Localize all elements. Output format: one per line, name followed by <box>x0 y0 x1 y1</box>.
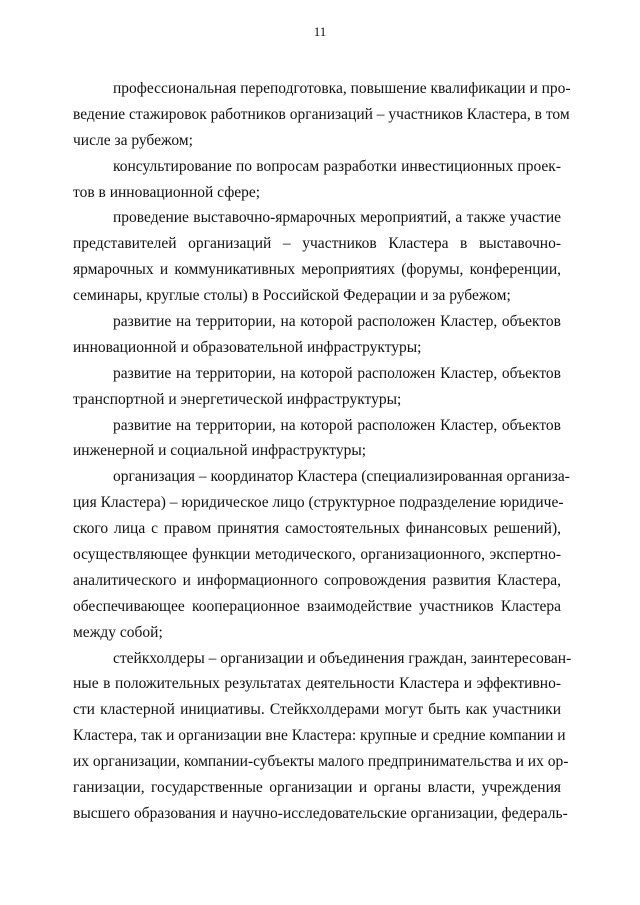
text-line: развитие на территории, на которой расположен Кластер, объектов <box>113 416 561 434</box>
text-line: между собой; <box>73 623 163 641</box>
text-line: Кластера, так и организации вне Кластера: крупные и средние компании и <box>73 727 566 745</box>
text-line: ярмарочных и коммуникативных мероприятиях (форумы, конференции, <box>73 261 561 279</box>
text-line: ные в положительных результатах деятельности Кластера и эффективно- <box>73 675 561 693</box>
text-line: развитие на территории, на которой расположен Кластер, объектов <box>113 313 561 331</box>
text-line: стейкхолдеры – организации и объединения граждан, заинтересован- <box>113 649 572 667</box>
paragraph-retraining <box>73 76 571 154</box>
paragraph-exhibitions <box>73 205 561 309</box>
text-line: ганизации, государственные организации и органы власти, учреждения <box>73 779 561 797</box>
text-line: числе за рубежом; <box>73 131 193 149</box>
paragraph-transport-infrastructure <box>73 361 561 413</box>
paragraph-consulting <box>73 154 561 206</box>
paragraph-coordinator <box>73 464 570 645</box>
page-number: 11 <box>313 24 327 39</box>
text-line: их организации, компании-субъекты малого предпринимательства и их ор- <box>73 753 569 771</box>
text-line: высшего образования и научно-исследовательские организации, федераль- <box>73 804 568 822</box>
text-line: осуществляющее функции методического, организационного, экспертно- <box>73 546 561 564</box>
text-line: инженерной и социальной инфраструктуры; <box>73 442 367 460</box>
text-line: транспортной и энергетической инфраструктуры; <box>73 390 402 408</box>
text-line: тов в инновационной сфере; <box>73 183 261 201</box>
text-line: развитие на территории, на которой расположен Кластер, объектов <box>113 364 561 382</box>
text-line: ского лица с правом принятия самостоятельных финансовых решений), <box>73 520 561 538</box>
paragraph-innovation-infrastructure <box>73 309 561 361</box>
text-line: аналитического и информационного сопровождения развития Кластера, <box>73 571 561 589</box>
paragraph-stakeholders <box>73 646 572 827</box>
text-line: проведение выставочно-ярмарочных мероприятий, а также участие <box>113 209 561 227</box>
text-line: ведение стажировок работников организаций – участников Кластера, в том <box>73 105 570 123</box>
text-line: профессиональная переподготовка, повышение квалификации и про- <box>113 80 571 97</box>
text-line: инновационной и образовательной инфраструктуры; <box>73 338 422 356</box>
text-line: сти кластерной инициативы. Стейкхолдерами могут быть как участники <box>73 701 561 719</box>
document-body <box>73 76 572 827</box>
text-line: ция Кластера) – юридическое лицо (структурное подразделение юридиче- <box>73 494 564 512</box>
paragraph-social-infrastructure <box>73 413 561 465</box>
text-line: консультирование по вопросам разработки инвестиционных проек- <box>113 157 561 175</box>
text-line: обеспечивающее кооперационное взаимодействие участников Кластера <box>73 597 561 615</box>
text-line: семинары, круглые столы) в Российской Федерации и за рубежом; <box>73 287 511 305</box>
text-line: организация – координатор Кластера (специализированная организа- <box>113 468 570 486</box>
text-line: представителей организаций – участников Кластера в выставочно- <box>73 235 561 253</box>
